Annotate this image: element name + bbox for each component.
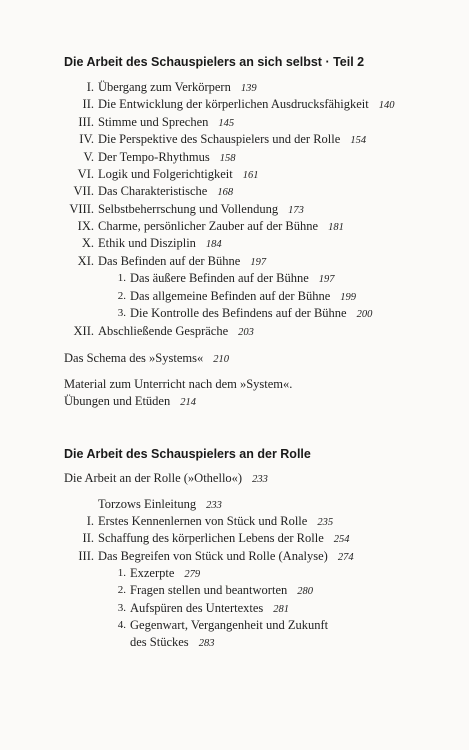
chapter-title: Das Charakteristische 168 [98,184,234,198]
chapter-title: Schaffung des körperlichen Lebens der Rolle 254 [98,531,350,545]
chapter-number: I. [86,514,94,528]
page-number: 145 [218,118,235,129]
chapter-title: Abschließende Gespräche 203 [98,324,254,338]
page-number: 173 [288,205,304,216]
page-number: 158 [219,153,236,164]
chapter-number: II. [82,97,94,111]
subentry-number: 1. [117,567,126,579]
chapter-number: III. [78,549,94,563]
page-number: 210 [213,354,229,365]
page-number: 279 [184,569,201,580]
chapter-number: VIII. [69,202,94,216]
chapter-title: Ethik und Disziplin 184 [98,236,222,250]
chapter-number: I. [86,80,94,94]
chapter-number: X. [81,236,94,250]
subentry-title: Die Kontrolle des Befindens auf der Bühne 200 [130,306,373,320]
subentry-title-line2: des Stückes 283 [130,635,215,649]
chapter-title: Erstes Kennenlernen von Stück und Rolle 235 [98,514,334,528]
chapter-number: VII. [73,184,94,198]
chapter-title: Charme, persönlicher Zauber auf der Bühne 181 [98,219,344,233]
intro-title: Die Arbeit an der Rolle (»Othello«) 233 [64,471,268,485]
lead-title: Torzows Einleitung 233 [98,497,222,511]
page-number: 197 [318,274,335,285]
page-number: 235 [317,517,334,528]
subentry-number: 1. [117,272,126,284]
chapter-title: Die Entwicklung der körperlichen Ausdrucksfähigkeit 140 [98,97,395,111]
page-number: 197 [250,257,267,268]
page-number: 203 [238,327,254,338]
chapter-title: Der Tempo-Rhythmus 158 [98,150,236,164]
chapter-number: VI. [77,167,94,181]
chapter-title: Die Perspektive des Schauspielers und der Rolle 154 [98,132,367,146]
chapter-number: XI. [77,254,94,268]
page-number: 168 [217,187,234,198]
subentry-number: 2. [117,290,126,302]
subentry-number: 2. [117,584,126,596]
page-number: 233 [252,474,268,485]
page-number: 280 [297,586,313,597]
page-number: 199 [340,292,357,303]
chapter-number: V. [83,150,94,164]
chapter-number: II. [82,531,94,545]
extra-title-line1: Material zum Unterricht nach dem »System«. [64,377,293,391]
page-number: 283 [198,638,215,649]
extra-title-line2: Übungen und Etüden 214 [64,394,196,408]
page-number: 140 [378,100,395,111]
chapter-title: Das Begreifen von Stück und Rolle (Analyse) 274 [98,549,354,563]
page-number: 214 [180,397,196,408]
chapter-title: Selbstbeherrschung und Vollendung 173 [98,202,304,216]
chapter-title: Stimme und Sprechen 145 [98,115,235,129]
page-number: 181 [328,222,344,233]
section-heading: Die Arbeit des Schauspielers an sich selbst · Teil 2 [64,55,365,69]
chapter-number: III. [78,115,94,129]
chapter-title: Das Befinden auf der Bühne 197 [98,254,267,268]
page-number: 281 [273,604,290,615]
subentry-title: Aufspüren des Untertextes 281 [130,601,290,615]
page-number: 184 [205,239,222,250]
page-number: 200 [356,309,373,320]
subentry-title: Exzerpte 279 [130,566,201,580]
subentry-title: Fragen stellen und beantworten 280 [130,583,313,597]
subentry-number: 3. [117,307,126,319]
chapter-number: IV. [79,132,94,146]
subentry-number: 3. [117,602,126,614]
page-number: 274 [337,552,354,563]
page-number: 254 [333,534,350,545]
chapter-number: XII. [73,324,94,338]
subentry-number: 4. [117,619,126,631]
subentry-title: Das äußere Befinden auf der Bühne 197 [130,271,335,285]
chapter-title: Übergang zum Verkörpern 139 [98,80,257,94]
chapter-number: IX. [77,219,94,233]
extra-title: Das Schema des »Systems« 210 [64,351,229,365]
chapter-title: Logik und Folgerichtigkeit 161 [98,167,259,181]
subentry-title: Das allgemeine Befinden auf der Bühne 199 [130,289,357,303]
subentry-title-line1: Gegenwart, Vergangenheit und Zukunft [130,618,329,632]
page-number: 161 [242,170,259,181]
section-heading: Die Arbeit des Schauspielers an der Rolle [64,447,311,461]
page-number: 233 [206,500,222,511]
page-number: 139 [240,83,257,94]
page-number: 154 [350,135,367,146]
